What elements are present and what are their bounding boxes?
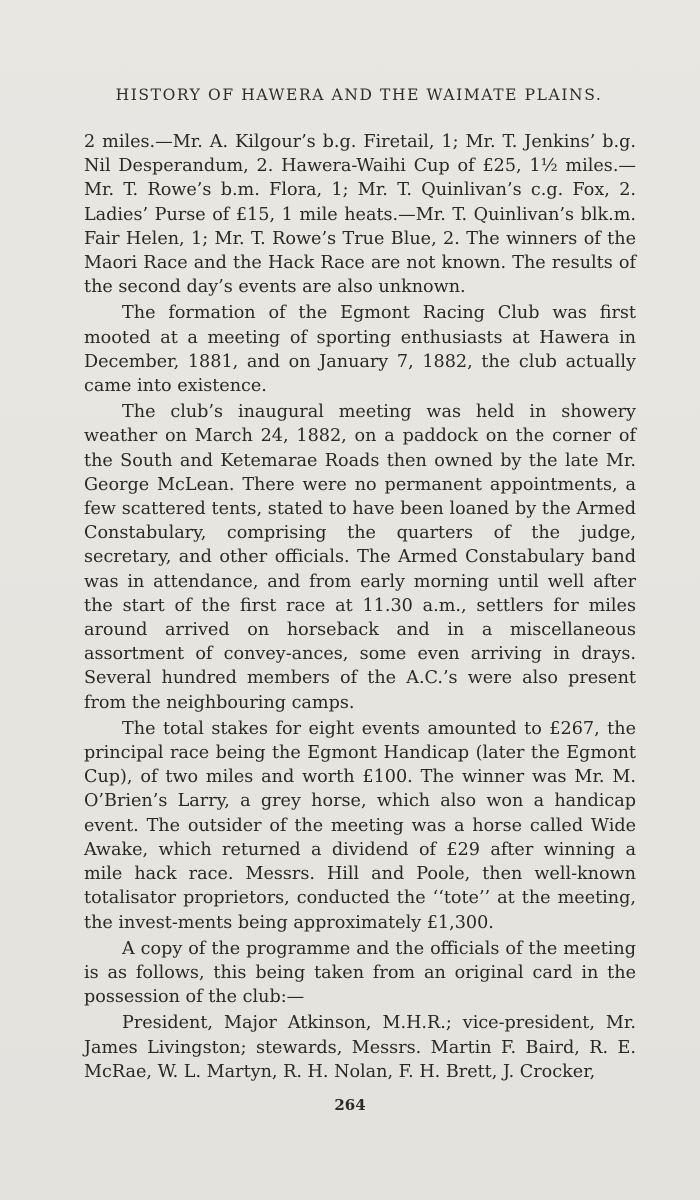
paragraph-officials: President, Major Atkinson, M.H.R.; vice-president, Mr. James Livingston; stewards, Messrs. Martin F. Baird, R. E. McRae, W. L. Martyn, R. H. Nolan, F. H. Brett, J. Crocker, (84, 1013, 636, 1082)
page-number: 264 (334, 1096, 366, 1114)
paragraph-programme-copy: A copy of the programme and the officials of the meeting is as follows, this being taken from an original card in the possession of the club:— (84, 938, 636, 1008)
paragraph-race-results: 2 miles.—Mr. A. Kilgour’s b.g. Firetail, 1; Mr. T. Jenkins’ b.g. Nil Desperandum, 2. Hawera-Waihi Cup of £25, 1½ miles.—Mr. T. Rowe’s b.m. Flora, 1; Mr. T. Quinlivan’s c.g. Fox, 2. Ladies’ Purse of £15, 1 mile heats.—Mr. T. Quinlivan’s blk.m. Fair Helen, 1; Mr. T. Rowe’s True Blue, 2. The winners of the Maori Race and the Hack Race are not known. The results of the second day’s events are also unknown. (84, 132, 636, 298)
paragraph-club-formation: The formation of the Egmont Racing Club was first mooted at a meeting of sporting enthusiasts at Hawera in December, 1881, and on January 7, 1882, the club actually came into existence. (84, 303, 636, 397)
body-text (84, 130, 636, 1086)
paragraph-inaugural-meeting: The club’s inaugural meeting was held in showery weather on March 24, 1882, on a paddock on the corner of the South and Ketemarae Roads then owned by the late Mr. George McLean. There were no permanent appointments, a few scattered tents, stated to have been loaned by the Armed Constabulary, comprising the quarters of the judge, secretary, and other officials. The Armed Constabulary band was in attendance, and from early morning until well after the start of the first race at 11.30 a.m., settlers for miles around arrived on horseback and in a miscellaneous assortment of convey-ances, some even arriving in drays. Several hundred members of the A.C.’s were also present from the neighbouring camps. (84, 402, 636, 713)
running-head-title: HISTORY OF HAWERA AND THE WAIMATE PLAINS. (115, 86, 603, 104)
paragraph-total-stakes: The total stakes for eight events amounted to £267, the principal race being the Egmont Handicap (later the Egmont Cup), of two miles and worth £100. The winner was Mr. M. O’Brien’s Larry, a grey horse, which also won a handicap event. The outsider of the meeting was a horse called Wide Awake, which returned a dividend of £29 after winning a mile hack race. Messrs. Hill and Poole, then well-known totalisator proprietors, conducted the ‘‘tote’’ at the meeting, the invest-ments being approximately £1,300. (84, 718, 636, 933)
